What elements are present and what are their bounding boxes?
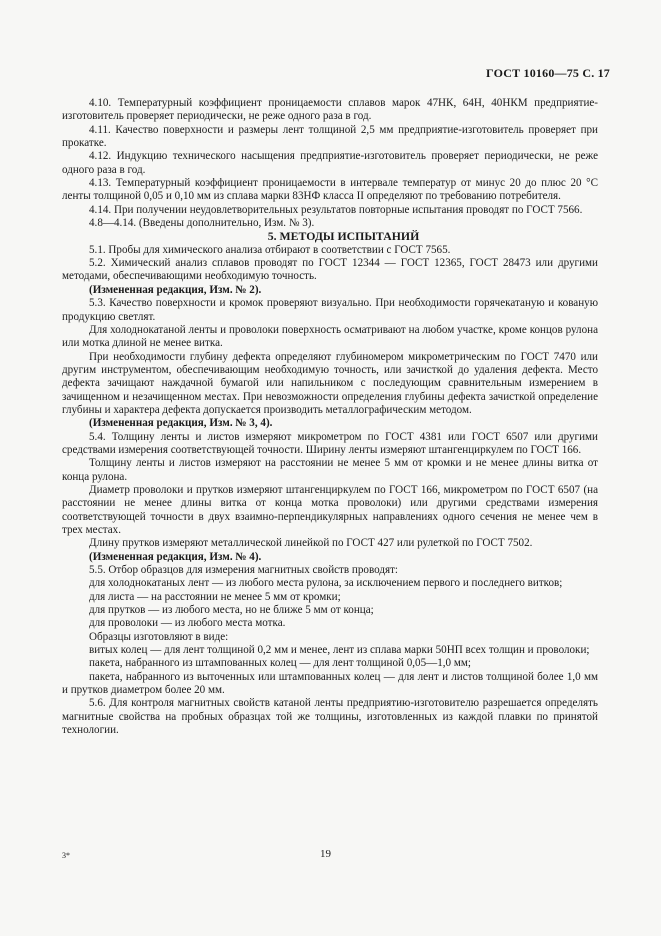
page-number: 19 [320,848,331,860]
paragraph: для листа — на расстоянии не менее 5 мм от кромки; [89,590,341,603]
paragraphs-section-4 [62,97,598,230]
paragraph: 4.11. Качество поверхности и размеры лент толщиной 2,5 мм предприятие-изготовитель проверяет при прокатке. [62,123,598,150]
paragraph: 5.3. Качество поверхности и кромок проверяют визуально. При необходимости горячекатаную и кованую продукцию светлят. [62,297,598,323]
paragraph: Длину прутков измеряют металлической линейкой по ГОСТ 427 или рулеткой по ГОСТ 7502. [89,537,533,550]
paragraph: 5.1. Пробы для химического анализа отбирают в соответствии с ГОСТ 7565. [89,243,451,256]
section-title: 5. МЕТОДЫ ИСПЫТАНИЙ [267,229,420,244]
paragraph: 5.6. Для контроля магнитных свойств катаной ленты предприятию-изготовителю разрешается определять магнитные свойства на пробных образцах той же толщины, изготовленных из каждой плавки по принятой технологии. [62,697,598,737]
paragraph: (Измененная редакция, Изм. № 2). [89,283,262,296]
paragraph: При необходимости глубину дефекта определяют глубиномером микрометрическим по ГОСТ 7470 или другим инструментом, обеспечивающим необходимую точность, или зачисткой до удаления дефекта. Место дефекта зачищают наждачной бумагой или напильником с последующим сравнительным измерением в зачищенном и незачищенном местах. При невозможности определения глубины дефекта зачисткой определение глубины и характера дефекта допускается производить металлографическим методом. [62,350,598,416]
paragraph: Для холоднокатаной ленты и проволоки поверхность осматривают на любом участке, кроме концов рулона или мотка длиной не менее витка. [62,323,598,350]
paragraph: 4.13. Температурный коэффициент проницаемости в интервале температур от минус 20 до плюс 20 °С ленты толщиной 0,05 и 0,10 мм из сплава марки 83НФ класса II определяют по требованию потребителя. [62,177,598,203]
paragraph: Образцы изготовляют в виде: [89,630,229,643]
paragraph: для прутков — из любого места, но не ближе 5 мм от конца; [89,604,374,617]
paragraph: 5.2. Химический анализ сплавов проводят по ГОСТ 12344 — ГОСТ 12365, ГОСТ 28473 или другими методами, обеспечивающими необходимую точность. [62,257,598,283]
page-header: ГОСТ 10160—75 С. 17 [486,66,610,80]
paragraph: 5.4. Толщину ленты и листов измеряют микрометром по ГОСТ 4381 или ГОСТ 6507 или другими средствами измерения соответствующей точности. Ширину ленты измеряют штангенциркулем по ГОСТ 166. [62,430,598,456]
paragraph: пакета, набранного из штампованных колец — для лент толщиной 0,05—1,0 мм; [89,657,471,670]
paragraph: (Измененная редакция, Изм. № 4). [89,550,262,563]
paragraph: пакета, набранного из выточенных или штампованных колец — для лент и листов толщиной более 1,0 мм и прутков диаметром более 20 мм. [62,670,598,697]
paragraph: 4.10. Температурный коэффициент проницаемости сплавов марок 47НК, 64Н, 40НКМ предприятие-изготовитель проверяет периодически, не реже одного раза в год. [62,97,598,123]
paragraph: (Измененная редакция, Изм. № 3, 4). [89,417,273,430]
paragraph: Диаметр проволоки и прутков измеряют штангенциркулем по ГОСТ 166, микрометром по ГОСТ 6507 (на расстоянии не менее длины витка от конца мотка проволоки) или другими средствами измерения соответствующей точности в двух взаимно-перпендикулярных направлениях одного сечения не менее чем в трех местах. [62,483,598,536]
paragraph: 4.12. Индукцию технического насыщения предприятие-изготовитель проверяет периодически, не реже одного раза в год. [62,150,598,176]
paragraph: витых колец — для лент толщиной 0,2 мм и менее, лент из сплава марки 50НП всех толщин и проволоки; [89,644,590,657]
paragraph: для проволоки — из любого места мотка. [89,617,286,630]
page-content [62,97,598,738]
paragraph: для холоднокатаных лент — из любого места рулона, за исключением первого и последнего витков; [89,577,563,590]
paragraph: 4.14. При получении неудовлетворительных результатов повторные испытания проводят по ГОСТ 7566. [89,203,583,216]
paragraphs-section-5 [62,244,598,738]
paragraph: 4.8—4.14. (Введены дополнительно, Изм. № 3). [89,217,315,230]
paragraph: 5.5. Отбор образцов для измерения магнитных свойств проводят: [89,564,399,577]
paragraph: Толщину ленты и листов измеряют на расстоянии не менее 5 мм от кромки и не менее длины витка от конца рулона. [62,457,598,483]
footnote-mark: 3* [62,851,70,860]
